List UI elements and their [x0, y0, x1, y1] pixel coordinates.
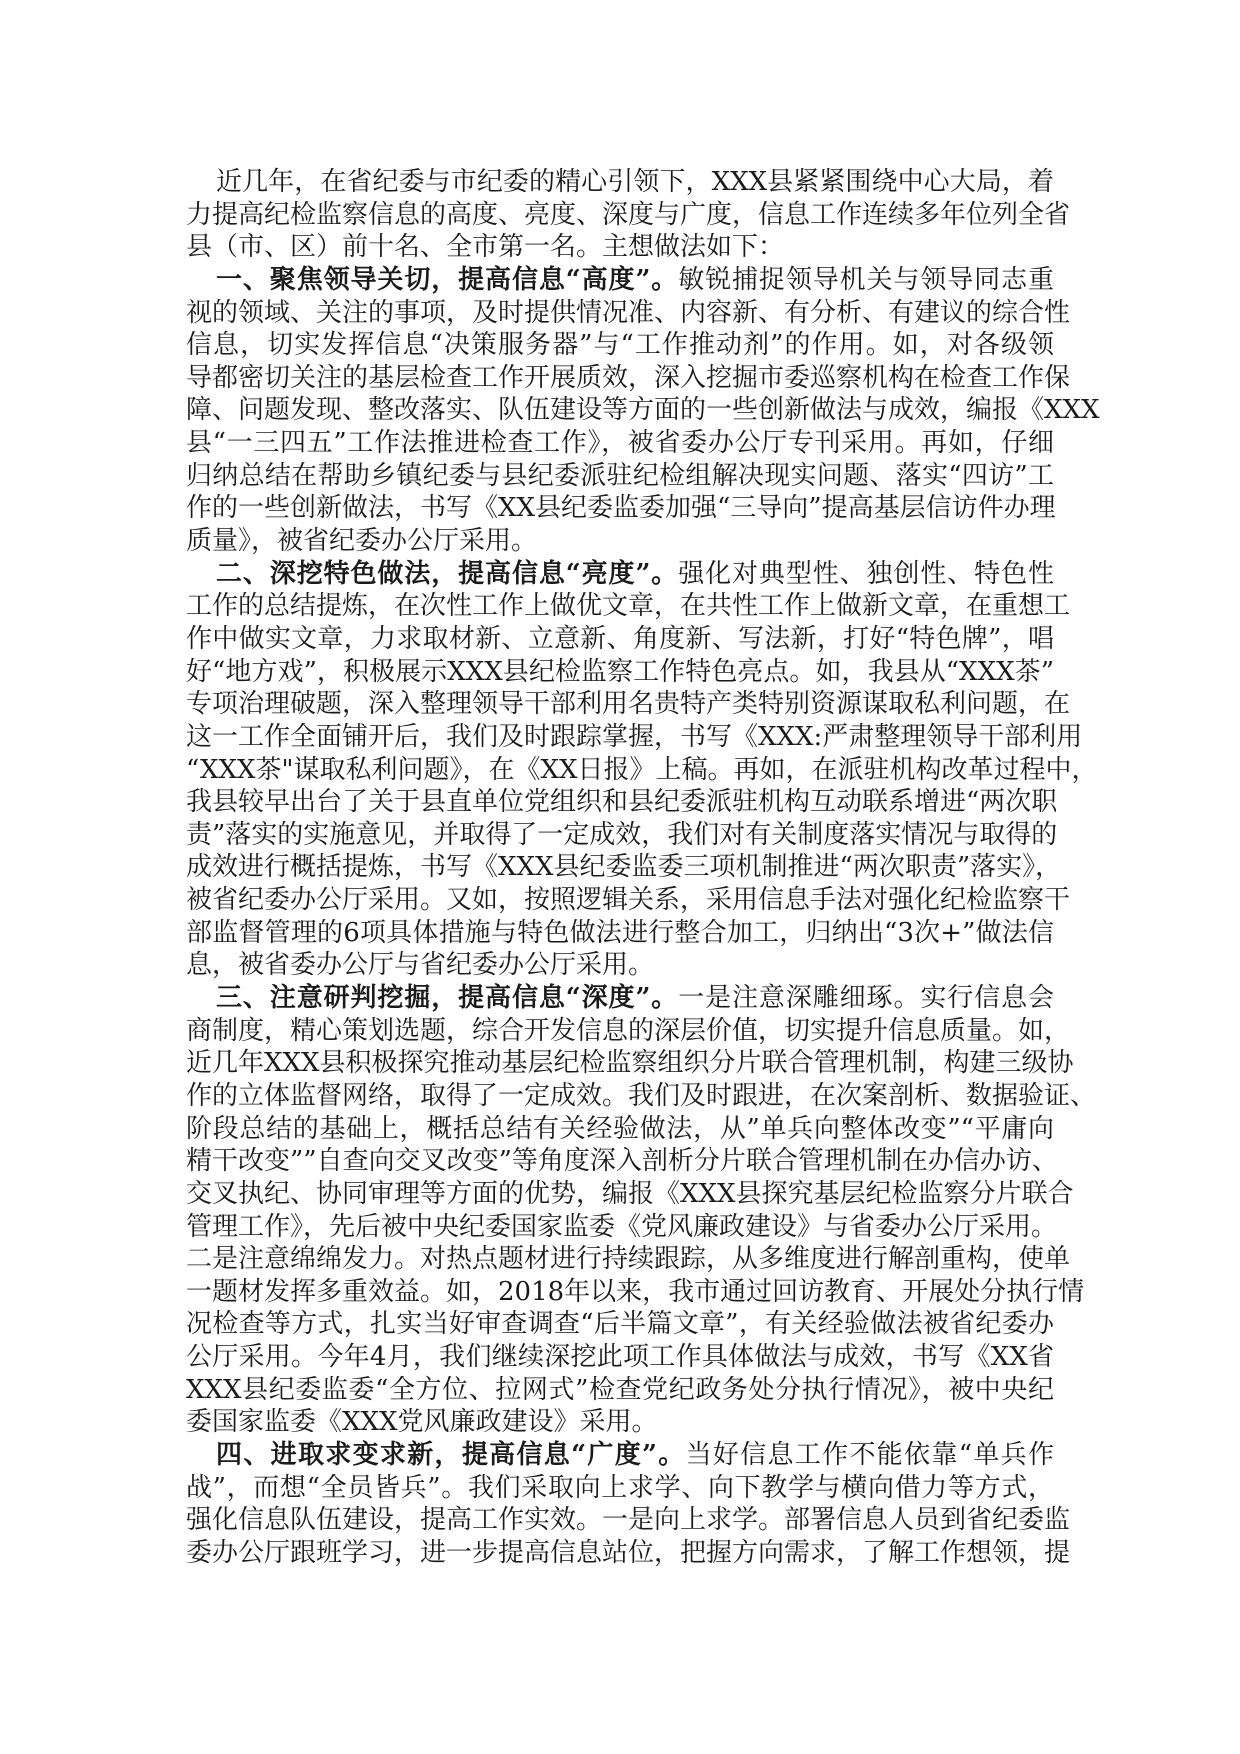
document-body — [186, 166, 1100, 1570]
line-text: 作中做实文章，力求取材新、立意新、角度新、写法新，打好“特色牌”，唱 — [186, 623, 1054, 654]
text-line — [186, 1308, 1054, 1341]
line-text: 一题材发挥多重效益。如，2018年以来，我市通过回访教育、开展处分执行情 — [186, 1276, 1085, 1307]
line-text: 二是注意绵绵发力。对热点题材进行持续跟踪，从多维度进行解剖重构，使单 — [186, 1244, 1071, 1275]
text-line — [186, 362, 1071, 395]
section-heading: 三、注意研判挖掘，提高信息“深度”。 — [216, 983, 679, 1014]
text-line — [186, 917, 1054, 950]
line-text: 责”落实的实施意见，并取得了一定成效，我们对有关制度落实情况与取得的 — [186, 819, 1058, 850]
line-text: 敏锐捕捉领导机关与领导同志重 — [678, 264, 1054, 295]
line-text: 况检查等方式，扎实当好审查调查“后半篇文章”，有关经验做法被省纪委办 — [186, 1309, 1054, 1340]
line-text: 公厅采用。今年4月，我们继续深挖此项工作具体做法与成效，书写《XX省 — [186, 1342, 1054, 1373]
text-line — [186, 1113, 1054, 1146]
line-text: 战”，而想“全员皆兵”。我们采取向上求学、向下教学与横向借力等方式， — [186, 1472, 1054, 1503]
text-line — [186, 427, 1054, 460]
line-text: 部监督管理的6项具体措施与特色做法进行整合加工，归纳出“3次+”做法信 — [186, 917, 1054, 948]
line-text: 信息，切实发挥信息“决策服务器”与“工作推动剂”的作用。如，对各级领 — [186, 330, 1054, 361]
line-text: 县“一三四五”工作法推进检查工作》，被省委办公厅专刊采用。再如，仔细 — [186, 428, 1054, 459]
line-text: 交叉执纪、协同审理等方面的优势，编报《XXX县探究基层纪检监察分片联合 — [186, 1178, 1074, 1209]
line-text: 质量》，被省纪委办公厅采用。 — [186, 526, 538, 557]
line-text: 专项治理破题，深入整理领导干部利用名贵特产类特别资源谋取私利问题，在 — [186, 689, 1071, 720]
text-line — [186, 884, 1071, 917]
line-text: 好“地方戏”，积极展示XXX县纪检监察工作特色亮点。如，我县从“XXX茶” — [186, 656, 1054, 687]
paragraph — [186, 982, 1097, 1439]
text-line — [186, 1145, 1058, 1178]
line-text: 障、问题发现、整改落实、队伍建设等方面的一些创新做法与成效，编报《XXX — [186, 395, 1100, 426]
line-text: 成效进行概括提炼，书写《XXX县纪委监委三项机制推进“两次职责”落实》， — [186, 852, 1062, 883]
line-text: 强化信息队伍建设，提高工作实效。一是向上求学。部署信息人员到省纪委监 — [186, 1505, 1071, 1536]
text-line — [186, 949, 1054, 982]
text-line — [186, 623, 1054, 656]
text-line — [186, 819, 1058, 852]
text-line — [186, 1080, 1097, 1113]
line-text: “XXX茶"谋取私利问题》，在《XX日报》上稿。再如，在派驻机构改革过程中， — [186, 754, 1098, 785]
text-line — [186, 231, 1054, 264]
line-text: 力提高纪检监察信息的高度、亮度、深度与广度，信息工作连续多年位列全省 — [186, 199, 1071, 230]
line-text: 管理工作》，先后被中央纪委国家监委《党风廉政建设》与省委办公厅采用。 — [186, 1211, 1058, 1242]
line-text: 阶段总结的基础上，概括总结有关经验做法，从”单兵向整体改变”“平庸向 — [186, 1113, 1054, 1144]
text-line — [186, 1439, 1054, 1472]
line-text: 当好信息工作不能依靠“单兵作 — [685, 1439, 1054, 1470]
text-line — [186, 851, 1062, 884]
text-line — [186, 199, 1071, 232]
text-line — [186, 1537, 1071, 1570]
line-text: 息，被省委办公厅与省纪委办公厅采用。 — [186, 950, 655, 981]
line-text: 被省纪委办公厅采用。又如，按照逻辑关系，采用信息手法对强化纪检监察干 — [186, 885, 1071, 916]
line-text: 导都密切关注的基层检查工作开展质效，深入挖掘市委巡察机构在检查工作保 — [186, 362, 1071, 393]
text-line — [186, 1374, 1054, 1407]
line-text: 委国家监委《XXX党风廉政建设》采用。 — [186, 1407, 658, 1438]
text-line — [186, 297, 1071, 330]
text-line — [186, 656, 1054, 689]
text-line — [186, 460, 1054, 493]
line-text: 这一工作全面铺开后，我们及时跟踪掌握，书写《XXX:严肃整理领导干部利用 — [186, 721, 1083, 752]
text-line — [186, 329, 1054, 362]
text-line — [186, 1504, 1071, 1537]
text-line — [186, 982, 1054, 1015]
line-text: 归纳总结在帮助乡镇纪委与县纪委派驻纪检组解决现实问题、落实“四访”工 — [186, 460, 1054, 491]
text-line — [186, 558, 1054, 591]
line-text: 近几年XXX县积极探究推动基层纪检监察组织分片联合管理机制，构建三级协 — [186, 1048, 1074, 1079]
line-text: 作的一些创新做法，书写《XX县纪委监委加强“三导向”提高基层信访件办理 — [186, 493, 1056, 524]
line-text: 商制度，精心策划选题，综合开发信息的深层价值，切实提升信息质量。如， — [186, 1015, 1071, 1046]
line-text: 县（市、区）前十名、全市第一名。主想做法如下： — [186, 232, 785, 263]
line-text: 强化对典型性、独创性、特色性 — [678, 558, 1054, 589]
text-line — [186, 1341, 1054, 1374]
line-text: 作的立体监督网络，取得了一定成效。我们及时跟进，在次案剖析、数据验证、 — [186, 1080, 1097, 1111]
text-line — [186, 721, 1083, 754]
text-line — [186, 688, 1071, 721]
text-line — [186, 1276, 1085, 1309]
paragraph — [186, 558, 1098, 982]
paragraph — [186, 1439, 1071, 1570]
line-text: 一是注意深雕细琢。实行信息会 — [678, 983, 1054, 1014]
line-text: 工作的总结提炼，在次性工作上做优文章，在共性工作上做新文章，在重想工 — [186, 591, 1071, 622]
text-line — [186, 1211, 1058, 1244]
line-text: 近几年，在省纪委与市纪委的精心引领下，XXX县紧紧围绕中心大局，着 — [216, 167, 1054, 197]
line-text: 精干改变””自查向交叉改变”等角度深入剖析分片联合管理机制在办信办访、 — [186, 1146, 1058, 1177]
text-line — [186, 394, 1100, 427]
line-text: 我县较早出台了关于县直单位党组织和县纪委派驻机构互动联系增进“两次职 — [186, 787, 1058, 818]
section-heading: 四、进取求变求新，提高信息“广度”。 — [216, 1439, 686, 1470]
text-line — [186, 264, 1054, 297]
text-line — [186, 1178, 1074, 1211]
text-line — [186, 1243, 1071, 1276]
line-text: 委办公厅跟班学习，进一步提高信息站位，把握方向需求，了解工作想领，提 — [186, 1537, 1071, 1568]
text-line — [186, 754, 1098, 787]
text-line — [186, 590, 1071, 623]
section-heading: 一、聚焦领导关切，提高信息“高度”。 — [216, 264, 679, 295]
line-text: XXX县纪委监委“全方位、拉网式”检查党纪政务处分执行情况》，被中央纪 — [186, 1374, 1054, 1405]
text-line — [186, 1015, 1071, 1048]
text-line — [186, 786, 1058, 819]
text-line — [186, 166, 1054, 199]
text-line — [186, 1472, 1054, 1505]
line-text: 视的领域、关注的事项，及时提供情况准、内容新、有分析、有建议的综合性 — [186, 297, 1071, 328]
section-heading: 二、深挖特色做法，提高信息“亮度”。 — [216, 558, 679, 589]
text-line — [186, 525, 1054, 558]
text-line — [186, 1047, 1074, 1080]
paragraph — [186, 166, 1071, 264]
text-line — [186, 1406, 1054, 1439]
text-line — [186, 492, 1054, 525]
paragraph — [186, 264, 1100, 558]
